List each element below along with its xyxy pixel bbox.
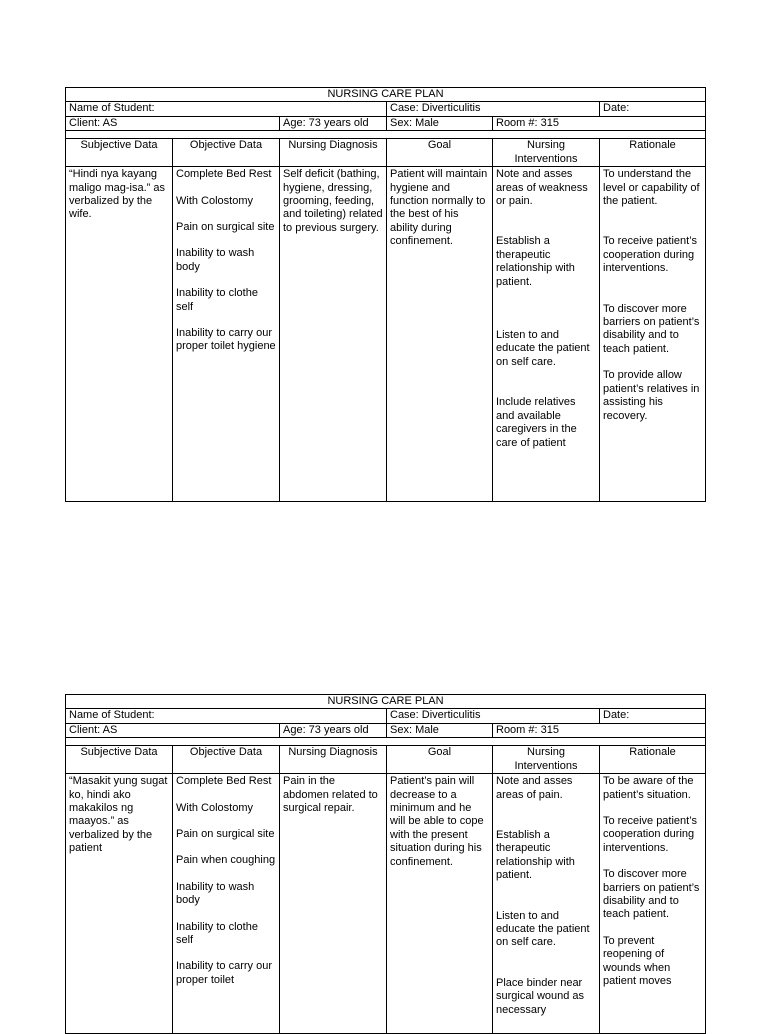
intervention-item: Establish a therapeutic relationship with patient.: [496, 829, 575, 882]
objective-item: With Colostomy: [176, 801, 254, 814]
rationale-item: To receive patient’s cooperation during interventions.: [603, 815, 697, 854]
age-field: Age: 73 years old: [280, 116, 387, 130]
objective-item: Inability to wash body: [176, 880, 255, 907]
case-field: Case: Diverticulitis: [387, 709, 600, 723]
care-plan-table-2: [65, 694, 706, 1034]
diagnosis-cell: Pain in the abdomen related to surgical repair.: [280, 774, 387, 1034]
subjective-data-cell: “Hindi nya kayang maligo mag-isa.” as verbalized by the wife.: [66, 167, 173, 502]
header-interventions: Nursing Interventions: [493, 139, 600, 167]
student-name-field: Name of Student:: [66, 709, 387, 723]
header-interventions: Nursing Interventions: [493, 746, 600, 774]
header-goal: Goal: [387, 139, 493, 167]
rationale-item: To be aware of the patient’s situation.: [603, 775, 694, 801]
objective-data-cell: [173, 774, 280, 1034]
client-field: Client: AS: [66, 116, 280, 130]
objective-item: With Colostomy: [176, 194, 254, 207]
header-rationale: Rationale: [600, 746, 706, 774]
objective-item: Inability to carry our proper toilet: [176, 960, 272, 986]
header-subjective: Subjective Data: [66, 746, 173, 774]
rationale-item: To understand the level or capability of the patient.: [603, 168, 700, 208]
intervention-item: Establish a therapeutic relationship with patient.: [496, 235, 575, 288]
intervention-item: Note and asses areas of weakness or pain.: [496, 168, 588, 208]
plan-title: NURSING CARE PLAN: [66, 88, 706, 102]
sex-field: Sex: Male: [387, 116, 493, 130]
intervention-item: Note and asses areas of pain.: [496, 775, 573, 801]
plan-title: NURSING CARE PLAN: [66, 695, 706, 709]
header-diagnosis: Nursing Diagnosis: [280, 746, 387, 774]
care-plan-table-1: [65, 87, 706, 502]
header-goal: Goal: [387, 746, 493, 774]
objective-item: Inability to clothe self: [176, 920, 258, 947]
client-field: Client: AS: [66, 723, 280, 737]
goal-cell: Patient’s pain will decrease to a minimum and he will be able to cope with the present situation during his confinement.: [387, 774, 493, 1034]
header-diagnosis: Nursing Diagnosis: [280, 139, 387, 167]
goal-cell: Patient will maintain hygiene and function normally to the best of his ability during confinement.: [387, 167, 493, 502]
objective-item: Inability to wash body: [176, 247, 255, 273]
date-field: Date:: [600, 709, 706, 723]
rationale-item: To provide allow patient’s relatives in assisting his recovery.: [603, 369, 700, 422]
room-field: Room #: 315: [493, 116, 706, 130]
header-objective: Objective Data: [173, 746, 280, 774]
objective-data-cell: [173, 167, 280, 502]
sex-field: Sex: Male: [387, 723, 493, 737]
objective-item: Pain on surgical site: [176, 221, 275, 234]
intervention-item: Listen to and educate the patient on self care.: [496, 329, 590, 368]
interventions-cell: [493, 167, 600, 502]
student-name-field: Name of Student:: [66, 102, 387, 116]
date-field: Date:: [600, 102, 706, 116]
header-subjective: Subjective Data: [66, 139, 173, 167]
spacer-row: [66, 738, 706, 746]
intervention-item: Listen to and educate the patient on self care.: [496, 909, 590, 949]
objective-item: Pain on surgical site: [176, 828, 275, 841]
rationale-item: To discover more barriers on patient’s disability and to teach patient.: [603, 868, 700, 921]
room-field: Room #: 315: [493, 723, 706, 737]
spacer-row: [66, 131, 706, 139]
intervention-item: Place binder near surgical wound as necessary: [496, 976, 585, 1016]
header-rationale: Rationale: [600, 139, 706, 167]
objective-item: Complete Bed Rest: [176, 168, 272, 181]
intervention-item: Include relatives and available caregivers in the care of patient: [496, 396, 577, 449]
rationale-item: To receive patient’s cooperation during interventions.: [603, 235, 697, 275]
diagnosis-cell: Self deficit (bathing, hygiene, dressing, grooming, feeding, and toileting) related to previous surgery.: [280, 167, 387, 502]
rationale-cell: [600, 167, 706, 502]
rationale-item: To prevent reopening of wounds when patient moves: [603, 934, 672, 988]
interventions-cell: [493, 774, 600, 1034]
subjective-data-cell: “Masakit yung sugat ko, hindi ako makakilos ng maayos.” as verbalized by the patient: [66, 774, 173, 1034]
case-field: Case: Diverticulitis: [387, 102, 600, 116]
rationale-cell: [600, 774, 706, 1034]
objective-item: Inability to clothe self: [176, 287, 258, 313]
objective-item: Complete Bed Rest: [176, 775, 272, 788]
header-objective: Objective Data: [173, 139, 280, 167]
objective-item: Pain when coughing: [176, 854, 276, 867]
objective-item: Inability to carry our proper toilet hygiene: [176, 327, 276, 353]
age-field: Age: 73 years old: [280, 723, 387, 737]
rationale-item: To discover more barriers on patient’s disability and to teach patient.: [603, 302, 700, 355]
